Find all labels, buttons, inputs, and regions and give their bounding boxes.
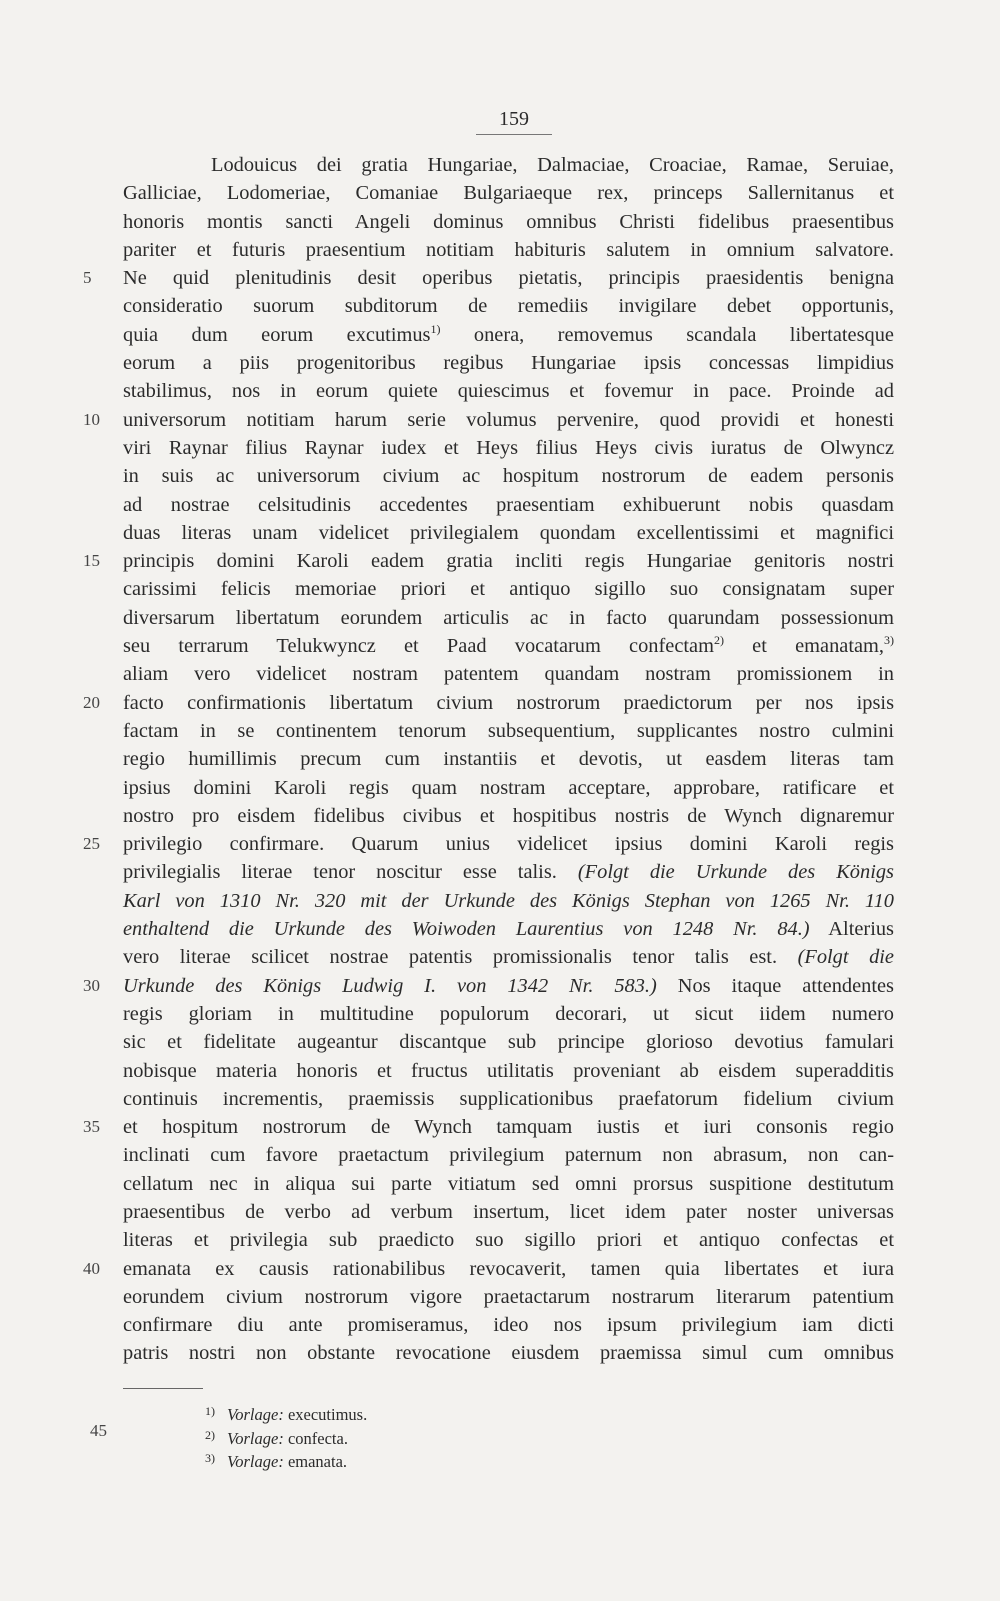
line-text: privilegialis literae tenor noscitur esse talis. [123, 861, 578, 884]
text-line [83, 547, 894, 575]
line-italic-text: (Folgt die [797, 946, 894, 969]
line-italic-text: Karl von 1310 Nr. 320 mit der Urkunde des Königs Stephan von 1265 Nr. 110 [123, 889, 894, 912]
footnote-mark: 2) [205, 1427, 215, 1442]
line-text: pariter et futuris praesentium notitiam habituris salutem in omnium salvatore. [123, 238, 894, 261]
text-line [123, 1141, 894, 1169]
footnote-label: Vorlage: [227, 1428, 284, 1448]
text-line [83, 264, 894, 292]
footnote [205, 1424, 605, 1448]
line-italic-text: (Folgt die Urkunde des Königs [577, 861, 894, 884]
footnote-label: Vorlage: [227, 1405, 284, 1424]
text-line [123, 1170, 894, 1198]
line-text: consideratio suorum subditorum de remediis invigilare debet opportunis, [123, 295, 894, 318]
text-line [123, 462, 894, 490]
text-line [123, 349, 894, 377]
line-text: confirmare diu ante promiseramus, ideo nos ipsum privilegium iam dicti [123, 1314, 894, 1337]
line-text: Alterius [809, 918, 894, 941]
footnote-separator [123, 1388, 203, 1389]
text-line [123, 1339, 894, 1367]
text-line [123, 717, 894, 745]
line-number: 40 [83, 1258, 100, 1278]
line-number: 10 [83, 409, 100, 429]
line-text: carissimi felicis memoriae priori et antiquo sigillo suo consignatam super [123, 578, 894, 601]
line-text: aliam vero videlicet nostram patentem quandam nostram promissionem in [123, 663, 894, 686]
text-line [123, 519, 894, 547]
line-text: eorum a piis progenitoribus regibus Hungariae ipsis concessas limpidius [123, 352, 894, 375]
line-text: literas et privilegia sub praedicto suo sigillo priori et antiquo confectas et [123, 1229, 894, 1252]
text-line [123, 1085, 894, 1113]
line-text: et hospitum nostrorum de Wynch tamquam iustis et iuri consonis regio [123, 1116, 894, 1139]
text-line [123, 1000, 894, 1028]
line-text: Ne quid plenitudinis desit operibus pietatis, principis praesidentis benigna [123, 267, 894, 290]
text-line [83, 406, 894, 434]
line-text: inclinati cum favore praetactum privilegium paternum non abrasum, non can- [123, 1144, 894, 1167]
line-text: nobisque materia honoris et fructus utilitatis proveniant ab eisdem superadditis [123, 1059, 894, 1082]
text-line [123, 208, 894, 236]
text-line [123, 575, 894, 603]
text-line [123, 660, 894, 688]
line-number: 5 [83, 268, 92, 288]
text-line [123, 632, 894, 660]
line-text: principis domini Karoli eadem gratia incliti regis Hungariae genitoris nostri [123, 550, 894, 573]
line-text: facto confirmationis libertatum civium nostrorum praedictorum per nos ipsis [123, 691, 894, 714]
line-text: Lodouicus dei gratia Hungariae, Dalmaciae, Croaciae, Ramae, Seruiae, [211, 154, 894, 176]
line-text: patris nostri non obstante revocatione eiusdem praemissa simul cum omnibus [123, 1342, 894, 1365]
footnote-label: Vorlage: [227, 1452, 284, 1471]
line-text: regio humillimis precum cum instantiis et devotis, ut easdem literas tam [123, 748, 894, 771]
line-text: vero literae scilicet nostrae patentis promissionalis tenor talis est. [123, 946, 798, 969]
footnote-text: emanata. [287, 1452, 348, 1471]
line-text: et emanatam, [723, 635, 884, 658]
line-text: nostro pro eisdem fidelibus civibus et hospitibus nostris de Wynch dignaremur [123, 804, 894, 827]
line-text: praesentibus de verbo ad verbum insertum, licet idem pater noster universas [123, 1200, 894, 1223]
text-line [123, 858, 894, 886]
text-line [123, 1283, 894, 1311]
line-text: seu terrarum Telukwyncz et Paad vocatarum confectam [123, 635, 714, 658]
line-text: stabilimus, nos in eorum quiete quiescimus et fovemur in pace. Proinde ad [123, 380, 894, 403]
text-line [123, 377, 894, 405]
text-line [123, 179, 894, 207]
text-line [123, 887, 894, 915]
line-number: 20 [83, 692, 100, 712]
text-line [83, 1255, 894, 1283]
line-text: emanata ex causis rationabilibus revocaverit, tamen quia libertates et iura [123, 1257, 894, 1280]
line-italic-text: enthaltend die Urkunde des Woiwoden Laurentius von 1248 Nr. 84.) [123, 918, 810, 941]
line-text: diversarum libertatum eorundem articulis ac in facto quarundam possessionum [123, 606, 894, 629]
line-text: duas literas unam videlicet privilegialem quondam excellentissimi et magnifici [123, 521, 894, 544]
line-text: honoris montis sancti Angeli dominus omnibus Christi fidelibus praesentibus [123, 210, 894, 233]
line-text: ipsius domini Karoli regis quam nostram acceptare, approbare, ratificare et [123, 776, 894, 799]
line-number: 35 [83, 1117, 100, 1137]
text-line [123, 943, 894, 971]
line-number: 25 [83, 834, 100, 854]
text-line [123, 151, 894, 179]
line-text: in suis ac universorum civium ac hospitum nostrorum de eadem personis [123, 465, 894, 488]
line-text: regis gloriam in multitudine populorum decorari, ut sicut iidem numero [123, 1002, 894, 1025]
text-line [123, 1028, 894, 1056]
line-text: Galliciae, Lodomeriae, Comaniae Bulgariaeque rex, princeps Sallernitanus et [123, 182, 894, 205]
line-text: viri Raynar filius Raynar iudex et Heys filius Heys civis iuratus de Olwyncz [123, 436, 894, 459]
line-number: 45 [90, 1421, 107, 1440]
text-line [123, 604, 894, 632]
line-text: sic et fidelitate augeantur discantque sub principe glorioso devotius famulari [123, 1031, 894, 1054]
footnote-mark: 3) [205, 1451, 215, 1465]
line-number: 30 [83, 975, 100, 995]
text-line [83, 972, 894, 1000]
footnote [205, 1447, 605, 1471]
footnote-ref: 2) [713, 633, 724, 648]
footnote-mark: 1) [205, 1404, 215, 1418]
line-text: Nos itaque attendentes [656, 974, 894, 997]
line-italic-text: Urkunde des Königs Ludwig I. von 1342 Nr. 583.) [123, 974, 657, 997]
footnote [205, 1400, 605, 1424]
line-text: universorum notitiam harum serie volumus pervenire, quod providi et honesti [123, 408, 894, 431]
text-line [123, 1226, 894, 1254]
text-line [83, 830, 894, 858]
footnote-ref: 3) [884, 633, 894, 648]
footnotes [205, 1400, 605, 1471]
text-line [123, 236, 894, 264]
footnote-text: executimus. [287, 1405, 368, 1424]
line-text: quia dum eorum excutimus [123, 323, 431, 346]
text-line [123, 1311, 894, 1339]
line-text: cellatum nec in aliqua sui parte vitiatum sed omni prorsus suspitione destitutum [123, 1172, 894, 1195]
text-line [123, 915, 894, 943]
text-line [123, 802, 894, 830]
footnote-text: confecta. [287, 1428, 348, 1448]
line-text: ad nostrae celsitudinis accedentes praesentiam exhibuerunt nobis quasdam [123, 493, 894, 516]
line-text: privilegio confirmare. Quarum unius videlicet ipsius domini Karoli regis [123, 833, 894, 856]
text-line [83, 689, 894, 717]
text-line [83, 1113, 894, 1141]
line-number: 15 [83, 551, 100, 571]
text-line [123, 321, 894, 349]
text-line [123, 491, 894, 519]
text-line [123, 292, 894, 320]
text-line [123, 774, 894, 802]
footnote-ref: 1) [430, 321, 441, 336]
text-line [123, 434, 894, 462]
line-text: eorundem civium nostrorum vigore praetactarum nostrarum literarum patentium [123, 1285, 894, 1308]
text-line [123, 745, 894, 773]
line-text: continuis incrementis, praemissis supplicationibus praefatorum fidelium civium [123, 1087, 894, 1110]
page-number: 159 [476, 104, 552, 135]
line-text: onera, removemus scandala libertatesque [440, 323, 894, 346]
text-line [123, 1057, 894, 1085]
text-line [123, 1198, 894, 1226]
line-text: factam in se continentem tenorum subsequentium, supplicantes nostro culmini [123, 719, 894, 742]
charter-text [83, 151, 894, 1368]
